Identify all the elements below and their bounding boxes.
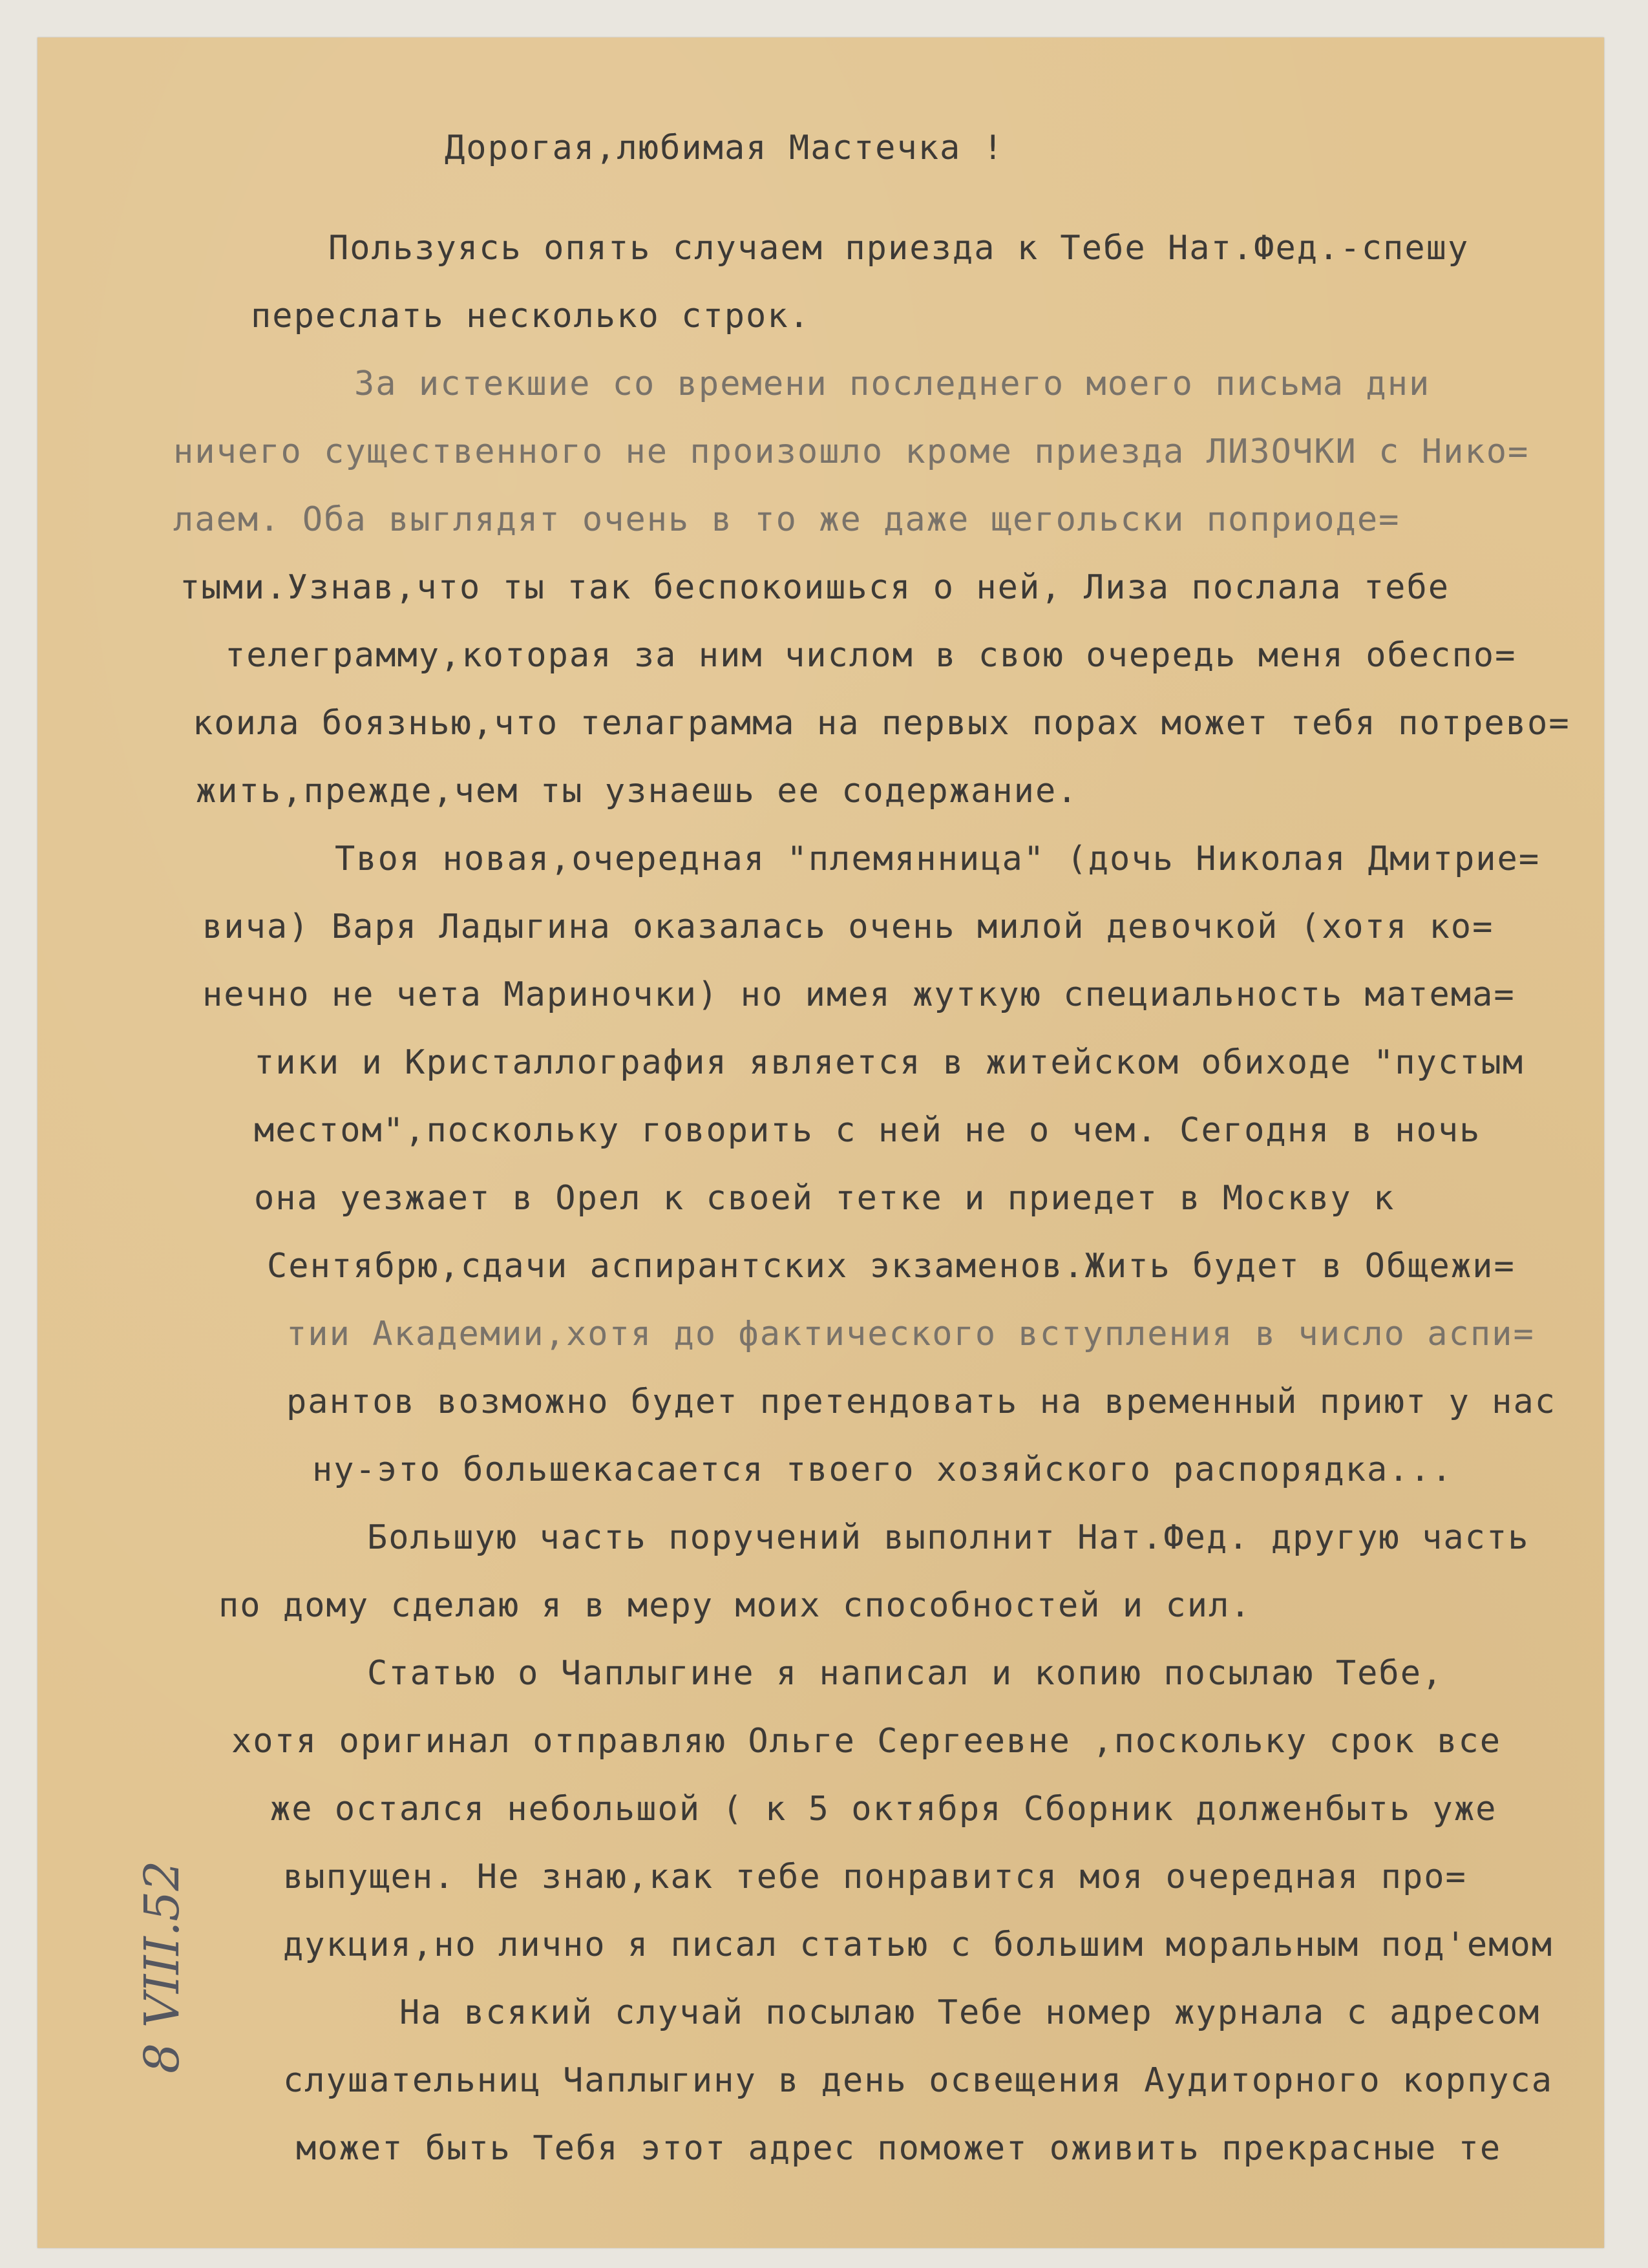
letter-line-29: может быть Тебя этот адрес поможет оживить прекрасные те [296, 2129, 1502, 2168]
letter-line-11: вича) Варя Ладыгина оказалась очень милой девочкой (хотя ко= [202, 907, 1494, 946]
letter-line-23: хотя оригинал отправляю Ольге Сергеевне ,поскольку срок все [231, 1722, 1502, 1761]
letter-line-14: местом",поскольку говорить с ней не о чем. Сегодня в ночь [254, 1111, 1481, 1150]
letter-line-1: Пользуясь опять случаем приезда к Тебе Нат.Фед.-спешу [328, 229, 1470, 268]
letter-line-20: Большую часть поручений выполнит Нат.Фед. другую часть [367, 1518, 1530, 1557]
letter-line-4: ничего существенного не произошло кроме приезда ЛИЗОЧКИ с Нико= [173, 432, 1530, 471]
letter-line-7: телеграмму,которая за ним числом в свою очередь меня обеспо= [225, 636, 1517, 675]
letter-greeting: Дорогая,любимая Мастечка ! [445, 129, 1004, 167]
letter-line-21: по дому сделаю я в меру моих способностей и сил. [218, 1586, 1252, 1625]
letter-line-9: жить,прежде,чем ты узнаешь ее содержание. [196, 772, 1079, 811]
letter-line-6: тыми.Узнав,что ты так беспокоишься о ней, Лиза послала тебе [180, 568, 1450, 607]
archive-margin-note: 8 VIII.52 [134, 1860, 190, 2073]
letter-line-3: За истекшие со времени последнего моего письма дни [354, 365, 1431, 403]
letter-line-27: На всякий случай посылаю Тебе номер журнала с адресом [399, 1993, 1541, 2032]
letter-line-28: слушательниц Чаплыгину в день освещения Аудиторного корпуса [283, 2061, 1554, 2100]
letter-line-8: коила боязнью,что телаграмма на первых порах может тебя потрево= [193, 704, 1570, 743]
letter-line-26: дукция,но лично я писал статью с большим моральным под'емом [283, 1925, 1554, 1964]
letter-line-5: лаем. Оба выглядят очень в то же даже щегольски поприоде= [173, 500, 1400, 539]
letter-line-2: переслать несколько строк. [251, 297, 810, 335]
letter-line-22: Статью о Чаплыгине я написал и копию посылаю Тебе, [367, 1654, 1444, 1693]
letter-line-16: Сентябрю,сдачи аспирантских экзаменов.Жить будет в Общежи= [267, 1247, 1516, 1286]
letter-line-24: же остался небольшой ( к 5 октября Сборник долженбыть уже [270, 1790, 1497, 1828]
letter-line-17: тии Академии,хотя до фактического вступления в число аспи= [286, 1315, 1535, 1353]
letter-line-15: она уезжает в Орел к своей тетке и приедет в Москву к [254, 1179, 1395, 1218]
letter-line-12: нечно не чета Мариночки) но имея жуткую специальность матема= [202, 975, 1516, 1014]
typewritten-letter-page [37, 37, 1604, 2248]
letter-line-18: рантов возможно будет претендовать на временный приют у нас [286, 1383, 1557, 1421]
letter-line-25: выпущен. Не знаю,как тебе понравится моя очередная про= [283, 1858, 1467, 1896]
letter-line-13: тики и Кристаллография является в житейском обиходе "пустым [254, 1043, 1525, 1082]
letter-line-10: Твоя новая,очередная "племянница" (дочь Николая Дмитрие= [335, 840, 1541, 878]
letter-line-19: ну-это большекасается твоего хозяйского распорядка... [312, 1450, 1453, 1489]
